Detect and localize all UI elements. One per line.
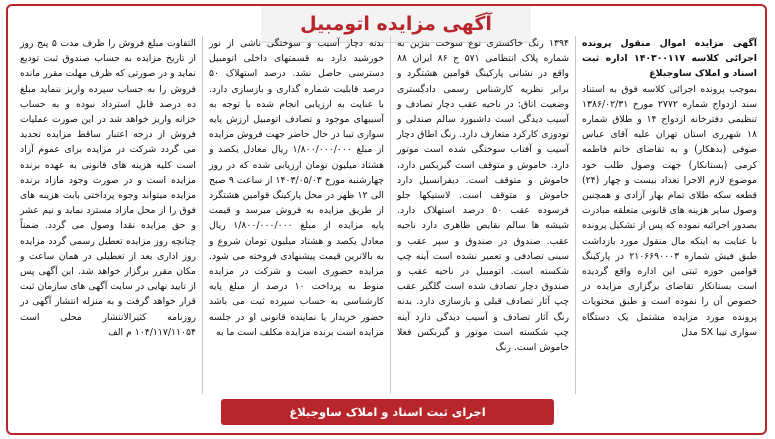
column-4-text: التفاوت مبلغ فروش را ظرف مدت ۵ پنج روز از تاریخ مزایده به حساب صندوق ثبت تودیع نماید و در صورتی که ظرف مهلت مقرر مانده فروش را به حساب سپرده واریز ننماید مبلغ ده درصد قابل استرداد نبوده و به حساب خزانه واریز خواهد شد در این صورت عملیات فروش از درجه اعتبار ساقط مزایده تجدید می گردد شرکت در مزایده برای عموم آزاد است کلیه هزینه های قانونی به عهده برنده مزایده است و در صورت وجود مازاد برنده مزایده میتواند وجوه پرداختی بابت هزینه های فوق را از محل مازاد مسترد نماید و نیم عشر و حق مزایده نقدا وصول می گردد. ضمناً چنانچه روز مزایده تعطیل رسمی گردد مزایده روز اداری بعد از تعطیلی در همان ساعت و مکان مقرر برگزار خواهد شد. این آگهی پس از تایید نهایی در سایت آگهی های سازمان ثبت قرار خواهد گرفت و به منزله انتشار آگهی در روزنامه کثیرالانتشار محلی است ۱۰۴/۱۱۷/۱۱۰۵۴ م الف [20,38,196,338]
notice-title: آگهی مزایده اتومبیل [300,13,492,35]
column-2-text: ۱۳۹۴ رنگ خاکستری نوع سوخت بنزین به شماره پلاک انتظامی ۵۷۱ ج ۸۶ ایران ۸۸ واقع در نشانی پارکینگ قوامین هشتگرد و برابر نظریه کارشناس رسمی دادگستری وضعیت اتاق: در ناحیه عقب دچار تصادف و آسیب دیدگی است داشبورد سالم صندلی و تودوزی کارکرد متعارف دارد. رنگ اطاق دچار آسیب و آفتاب سوختگی شده است موتور دارد. خاموش و متوقف است گیربکس دارد، خاموش و متوقف است. دیفرانسیل دارد خاموش و متوقف است. لاستیکها جلو فرسوده عقب ۵۰ درصد استهلاک دارد. شیشه ها سالم نقایص ظاهری دارد ناحیه عقب. صندوق در صندوق و سپر عقب و سینی تصادفی و تعمیر نشده است آینه چپ شکسته است. اتومبیل در ناحیه عقب و صندوق دچار تصادف شده است گلگیر عقب چپ آثار تصادف قبلی و بازسازی دارد. بدنه رنگ آثار تصادف و آسیب دیدگی دارد آینه چپ شکسته است موتور و گیربکس فعلا خاموش است. رنگ [397,38,570,354]
column-3-text: بدنه دچار آسیب و سوختگی ناشی از نور خورشید دارد به قسمتهای داخلی اتومبیل دسترسی حاصل نشد. درصد استهلاک ۵۰ درصد قابلیت شماره گذاری و بازسازی دارد. با عنایت به ارزیابی انجام شده با توجه به آسیبهای موجود و تصادف اتومبیل ارزش پایه سواری تیبا در حال حاضر جهت فروش مزایده از مبلغ ۱/۸۰۰/۰۰۰/۰۰۰ ریال معادل یکصد و هشتاد میلیون تومان ارزیابی شده که در روز چهارشنبه مورخ ۱۴۰۳/۰۵/۰۳ از ساعت ۹ صبح الی ۱۲ ظهر در محل پارکینگ قوامین هشتگرد از طریق مزایده به فروش میرسد و قیمت پایه مزایده از مبلغ ۱/۸۰۰/۰۰۰/۰۰۰ ریال معادل یکصد و هشتاد میلیون تومان شروع و به بالاترین قیمت پیشنهادی فروخته می شود. مزایده حضوری است و شرکت در مزایده منوط به پرداخت ۱۰ درصد از مبلغ پایه کارشناسی به حساب سپرده ثبت می باشد حضور خریدار یا نماینده قانونی او در جلسه مزایده است برنده مزایده مکلف است ما به [209,38,384,338]
footer-bar [221,399,554,425]
notice-columns [14,36,763,394]
notice-frame [6,4,767,435]
column-4 [14,36,202,394]
column-1-text: بموجب پرونده اجرائی کلاسه فوق به استناد سند ازدواج شماره ۲۷۷۲ مورخ ۱۳۸۶/۰۲/۳۱ تنظیمی دفترخانه ازدواج ۱۴ و طلاق شماره ۱۸ شهرری استان تهران علیه آقای عباس صوفی (بدهکار) و به تقاضای خانم فاطمه کرمی (بستانکار) جهت وصول طلب خود موضوع لازم الاجرا تعداد بیست و چهار (۲۴) قطعه سکه طلای تمام بهار آزادی و همچنین وصول سایر هزینه های قانونی متعلقه مبادرت بصدور اجرائیه نموده که پس از تشکیل پرونده با عنایت به اینکه مال منقول مورد بازداشت طبق فیش شماره ۲۱۰۶۶۹۰۰۰۳ در پارکینگ قوامین حوزه ثبتی این اداره واقع گردیده است بستانکار تقاضای برگزاری مزایده در خصوص آن را نموده است و طبق محتویات پرونده مورد مزایده مشتمل یک دستگاه سواری تیبا SX مدل [582,83,757,338]
column-3 [202,36,390,394]
footer-office-name: اجرای ثبت اسناد و املاک ساوجبلاغ [289,405,486,419]
column-1 [575,36,763,394]
column-2 [390,36,575,394]
notice-heading: آگهی مزایده اموال منقول پرونده اجرائی کلاسه ۱۴۰۳۰۰۱۱۷ اداره ثبت اسناد و املاک ساوجبلاغ [582,38,757,80]
